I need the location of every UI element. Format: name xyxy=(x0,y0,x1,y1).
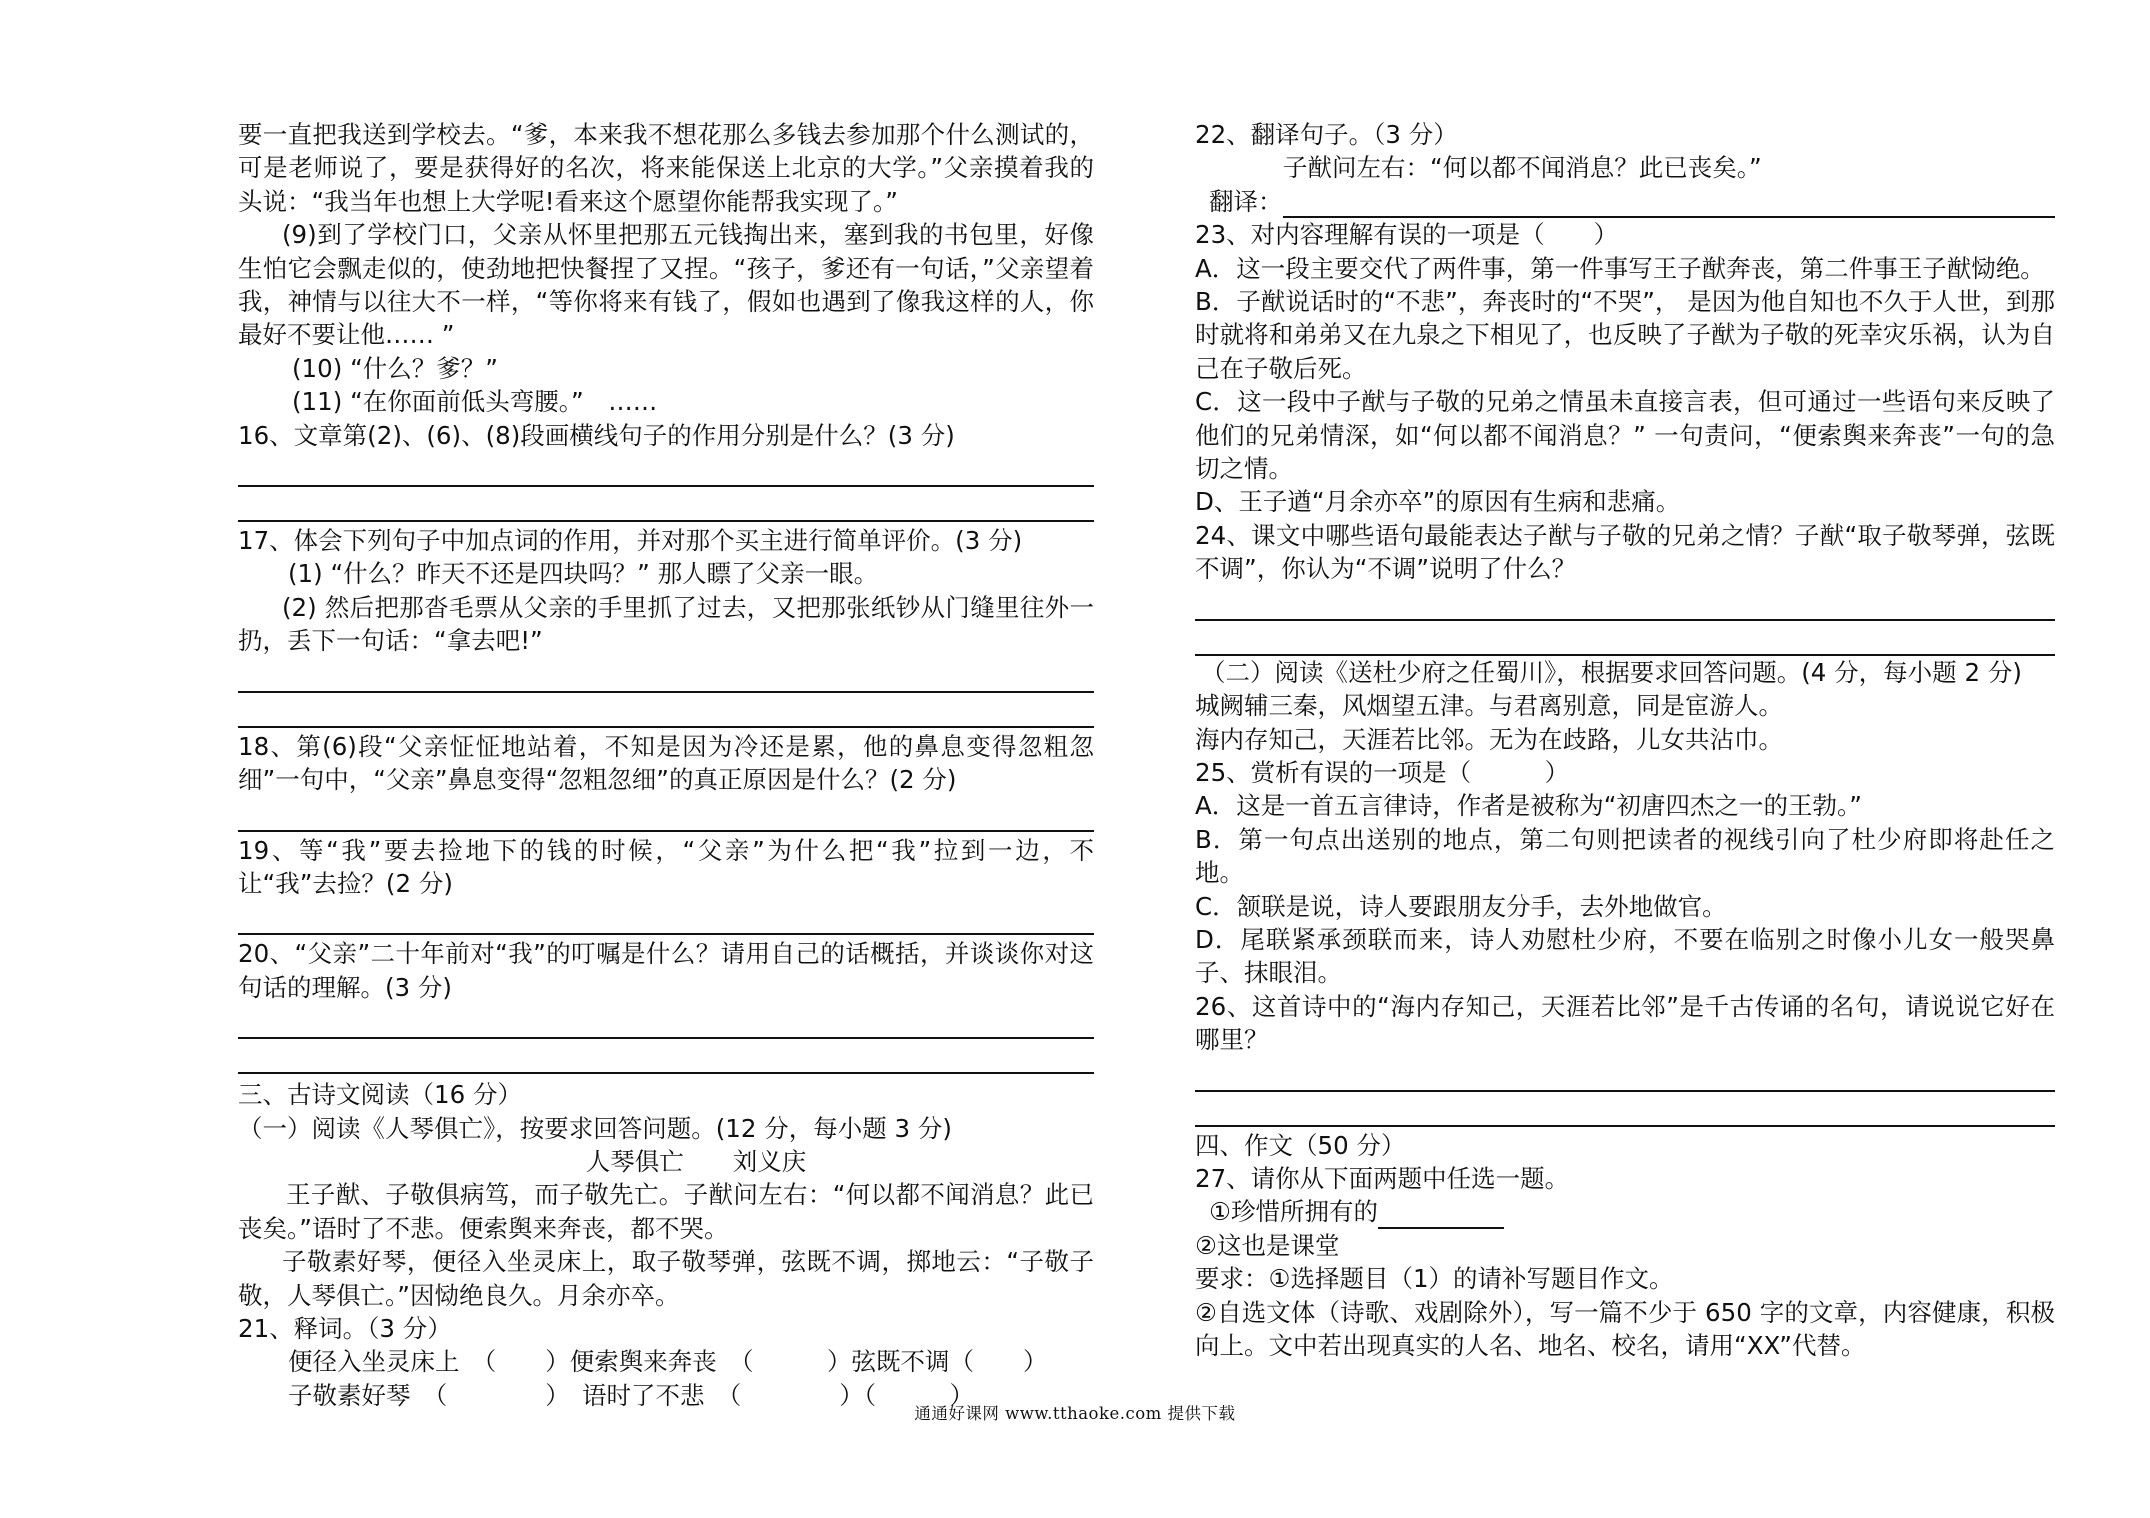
question-21: 21、释词。（3 分） xyxy=(238,1313,452,1343)
classical-paragraph-1: 王子猷、子敬俱病笃，而子敬先亡。子猷问左右：“何以都不闻消息？此已丧矣。”语时了不悲。便索舆来奔丧，都不哭。 xyxy=(238,1180,1094,1243)
topic-2: ②这也是课堂 xyxy=(1195,1230,1340,1260)
question-25: 25、赏析有误的一项是（ ） xyxy=(1195,757,1570,787)
translation-answer-line[interactable] xyxy=(1283,186,2056,218)
question-25-option-c: C．颔联是说，诗人要跟朋友分手，去外地做官。 xyxy=(1195,891,1727,921)
answer-line-20a[interactable] xyxy=(238,1004,1094,1039)
subsection-1-heading: （一）阅读《人琴俱亡》，按要求回答问题。(12 分，每小题 3 分) xyxy=(238,1113,952,1143)
answer-line-19[interactable] xyxy=(238,900,1094,935)
question-22: 22、翻译句子。（3 分） xyxy=(1195,120,1458,149)
topic-1: ①珍惜所拥有的 xyxy=(1209,1197,1378,1227)
question-18: 18、第(6)段“父亲怔怔地站着，不知是因为冷还是累，他的鼻息变得忽粗忽细”一句中，“父亲”鼻息变得“忽粗忽细”的真正原因是什么？(2 分) xyxy=(238,731,1094,795)
story-paragraph-9: (9)到了学校门口，父亲从怀里把那五元钱掏出来，塞到我的书包里，好像生怕它会飘走似的，使劲地把快餐捏了又捏。“孩子，爹还有一句话，”父亲望着我，神情与以往大不一样，“等你将来有钱了，假如也遇到了像我这样的人，你最好不要让他…… ” xyxy=(238,220,1094,350)
question-23: 23、对内容理解有误的一项是（ ） xyxy=(1195,220,1619,250)
requirement-2: ②自选文体（诗歌、戏剧除外），写一篇不少于 650 字的文章，内容健康，积极向上。文中若出现真实的人名、地名、校名，请用“XX”代替。 xyxy=(1195,1297,2055,1360)
poem-line-2: 海内存知己，天涯若比邻。无为在歧路，儿女共沾巾。 xyxy=(1195,724,1783,754)
translation-row xyxy=(1195,185,2055,218)
story-paragraph-8: 要一直把我送到学校去。“爹，本来我不想花那么多钱去参加那个什么测试的，可是老师说了，要是获得好的名次，将来能保送上北京的大学。”父亲摸着我的头说：“我当年也想上大学呢!看来这个愿望你能帮我实现了。” xyxy=(238,120,1094,216)
question-27: 27、请你从下面两题中任选一题。 xyxy=(1195,1163,1570,1193)
topic-1-row xyxy=(1195,1195,2055,1228)
question-25-option-a: A．这是一首五言律诗，作者是被称为“初唐四杰之一的王勃。” xyxy=(1195,791,1862,821)
requirement-1: 要求：①选择题目（1）的请补写题目作文。 xyxy=(1195,1264,1674,1294)
question-22-sentence: 子猷问左右：“何以都不闻消息？此已丧矣。” xyxy=(1283,153,1762,183)
story-paragraph-10: (10) “什么？爹？” xyxy=(292,353,498,383)
answer-line-18[interactable] xyxy=(238,797,1094,832)
section-4-heading: 四、作文（50 分） xyxy=(1195,1130,1406,1160)
question-23-option-b: B．子猷说话时的“不悲”，奔丧时的“不哭”， 是因为他自知也不久于人世，到那时就将和弟弟又在九泉之下相见了，也反映了子猷为子敬的死幸灾乐祸，认为自己在子敬后死。 xyxy=(1195,287,2055,383)
question-21-row-2: 子敬素好琴 （ ） 语时了不悲 （ ）（ ） xyxy=(288,1380,974,1410)
answer-line-17a[interactable] xyxy=(238,658,1094,693)
question-26: 26、这首诗中的“海内存知己，天涯若比邻”是千古传诵的名句，请说说它好在哪里？ xyxy=(1195,991,2055,1055)
right-column xyxy=(1195,118,2055,1362)
question-25-option-b: B．第一句点出送别的地点，第二句则把读者的视线引向了杜少府即将赴任之地。 xyxy=(1195,824,2055,888)
answer-line-20b[interactable] xyxy=(238,1039,1094,1074)
passage-title: 人琴俱亡 刘义庆 xyxy=(585,1146,807,1176)
answer-line-17b[interactable] xyxy=(238,693,1094,728)
answer-line-16a[interactable] xyxy=(238,452,1094,487)
answer-line-24b[interactable] xyxy=(1195,621,2055,656)
topic-1-blank[interactable] xyxy=(1378,1203,1504,1229)
footer-source: 通通好课网 www.tthaoke.com 提供下载 xyxy=(914,1404,1236,1423)
question-21-row-1: 便径入坐灵床上 （ ）便索舆来奔丧 （ ）弦既不调（ ） xyxy=(288,1347,1048,1377)
section-3-heading: 三、古诗文阅读（16 分） xyxy=(238,1080,522,1110)
question-17-sentence-1: (1) “什么？昨天不还是四块吗？” 那人瞟了父亲一眼。 xyxy=(288,559,879,589)
answer-line-16b[interactable] xyxy=(238,487,1094,522)
answer-line-26a[interactable] xyxy=(1195,1057,2055,1092)
answer-line-26b[interactable] xyxy=(1195,1092,2055,1127)
translation-label: 翻译： xyxy=(1209,186,1283,216)
answer-line-24a[interactable] xyxy=(1195,586,2055,621)
question-17-sentence-2: (2) 然后把那沓毛票从父亲的手里抓了过去，又把那张纸钞从门缝里往外一扔，丢下一句话：“拿去吧!” xyxy=(238,592,1094,656)
question-23-option-a: A．这一段主要交代了两件事，第一件事写王子猷奔丧，第二件事王子猷恸绝。 xyxy=(1195,253,2045,283)
question-24: 24、课文中哪些语句最能表达子猷与子敬的兄弟之情？子猷“取子敬琴弹，弦既不调”，你认为“不调”说明了什么？ xyxy=(1195,520,2055,584)
left-column xyxy=(238,118,1094,1412)
question-25-option-d: D．尾联紧承颈联而来，诗人劝慰杜少府，不要在临别之时像小儿女一般哭鼻子、抹眼泪。 xyxy=(1195,924,2055,988)
subsection-2-heading: （二）阅读《送杜少府之任蜀川》，根据要求回答问题。(4 分，每小题 2 分) xyxy=(1201,657,2022,687)
question-23-option-d: D、王子遒“月余亦卒”的原因有生病和悲痛。 xyxy=(1195,487,1681,517)
question-19: 19、等“我”要去捡地下的钱的时候，“父亲”为什么把“我”拉到一边，不让“我”去捡？(2 分) xyxy=(238,835,1094,898)
story-paragraph-11: (11) “在你面前低头弯腰。” …… xyxy=(292,387,658,417)
question-23-option-c: C．这一段中子猷与子敬的兄弟之情虽未直接言表，但可通过一些语句来反映了他们的兄弟情深，如“何以都不闻消息？” 一句责问，“便索舆来奔丧”一句的急切之情。 xyxy=(1195,387,2055,484)
poem-line-1: 城阙辅三秦，风烟望五津。与君离别意，同是宦游人。 xyxy=(1195,691,1783,721)
classical-paragraph-2: 子敬素好琴，便径入坐灵床上，取子敬琴弹，弦既不调，掷地云：“子敬子敬，人琴俱亡。”因恸绝良久。月余亦卒。 xyxy=(238,1247,1094,1310)
question-17: 17、体会下列句子中加点词的作用，并对那个买主进行简单评价。(3 分) xyxy=(238,526,1023,556)
question-16: 16、文章第(2)、(6)、(8)段画横线句子的作用分别是什么？(3 分) xyxy=(238,420,955,450)
question-20: 20、“父亲”二十年前对“我”的叮嘱是什么？请用自己的话概括，并谈谈你对这句话的理解。(3 分) xyxy=(238,939,1094,1002)
